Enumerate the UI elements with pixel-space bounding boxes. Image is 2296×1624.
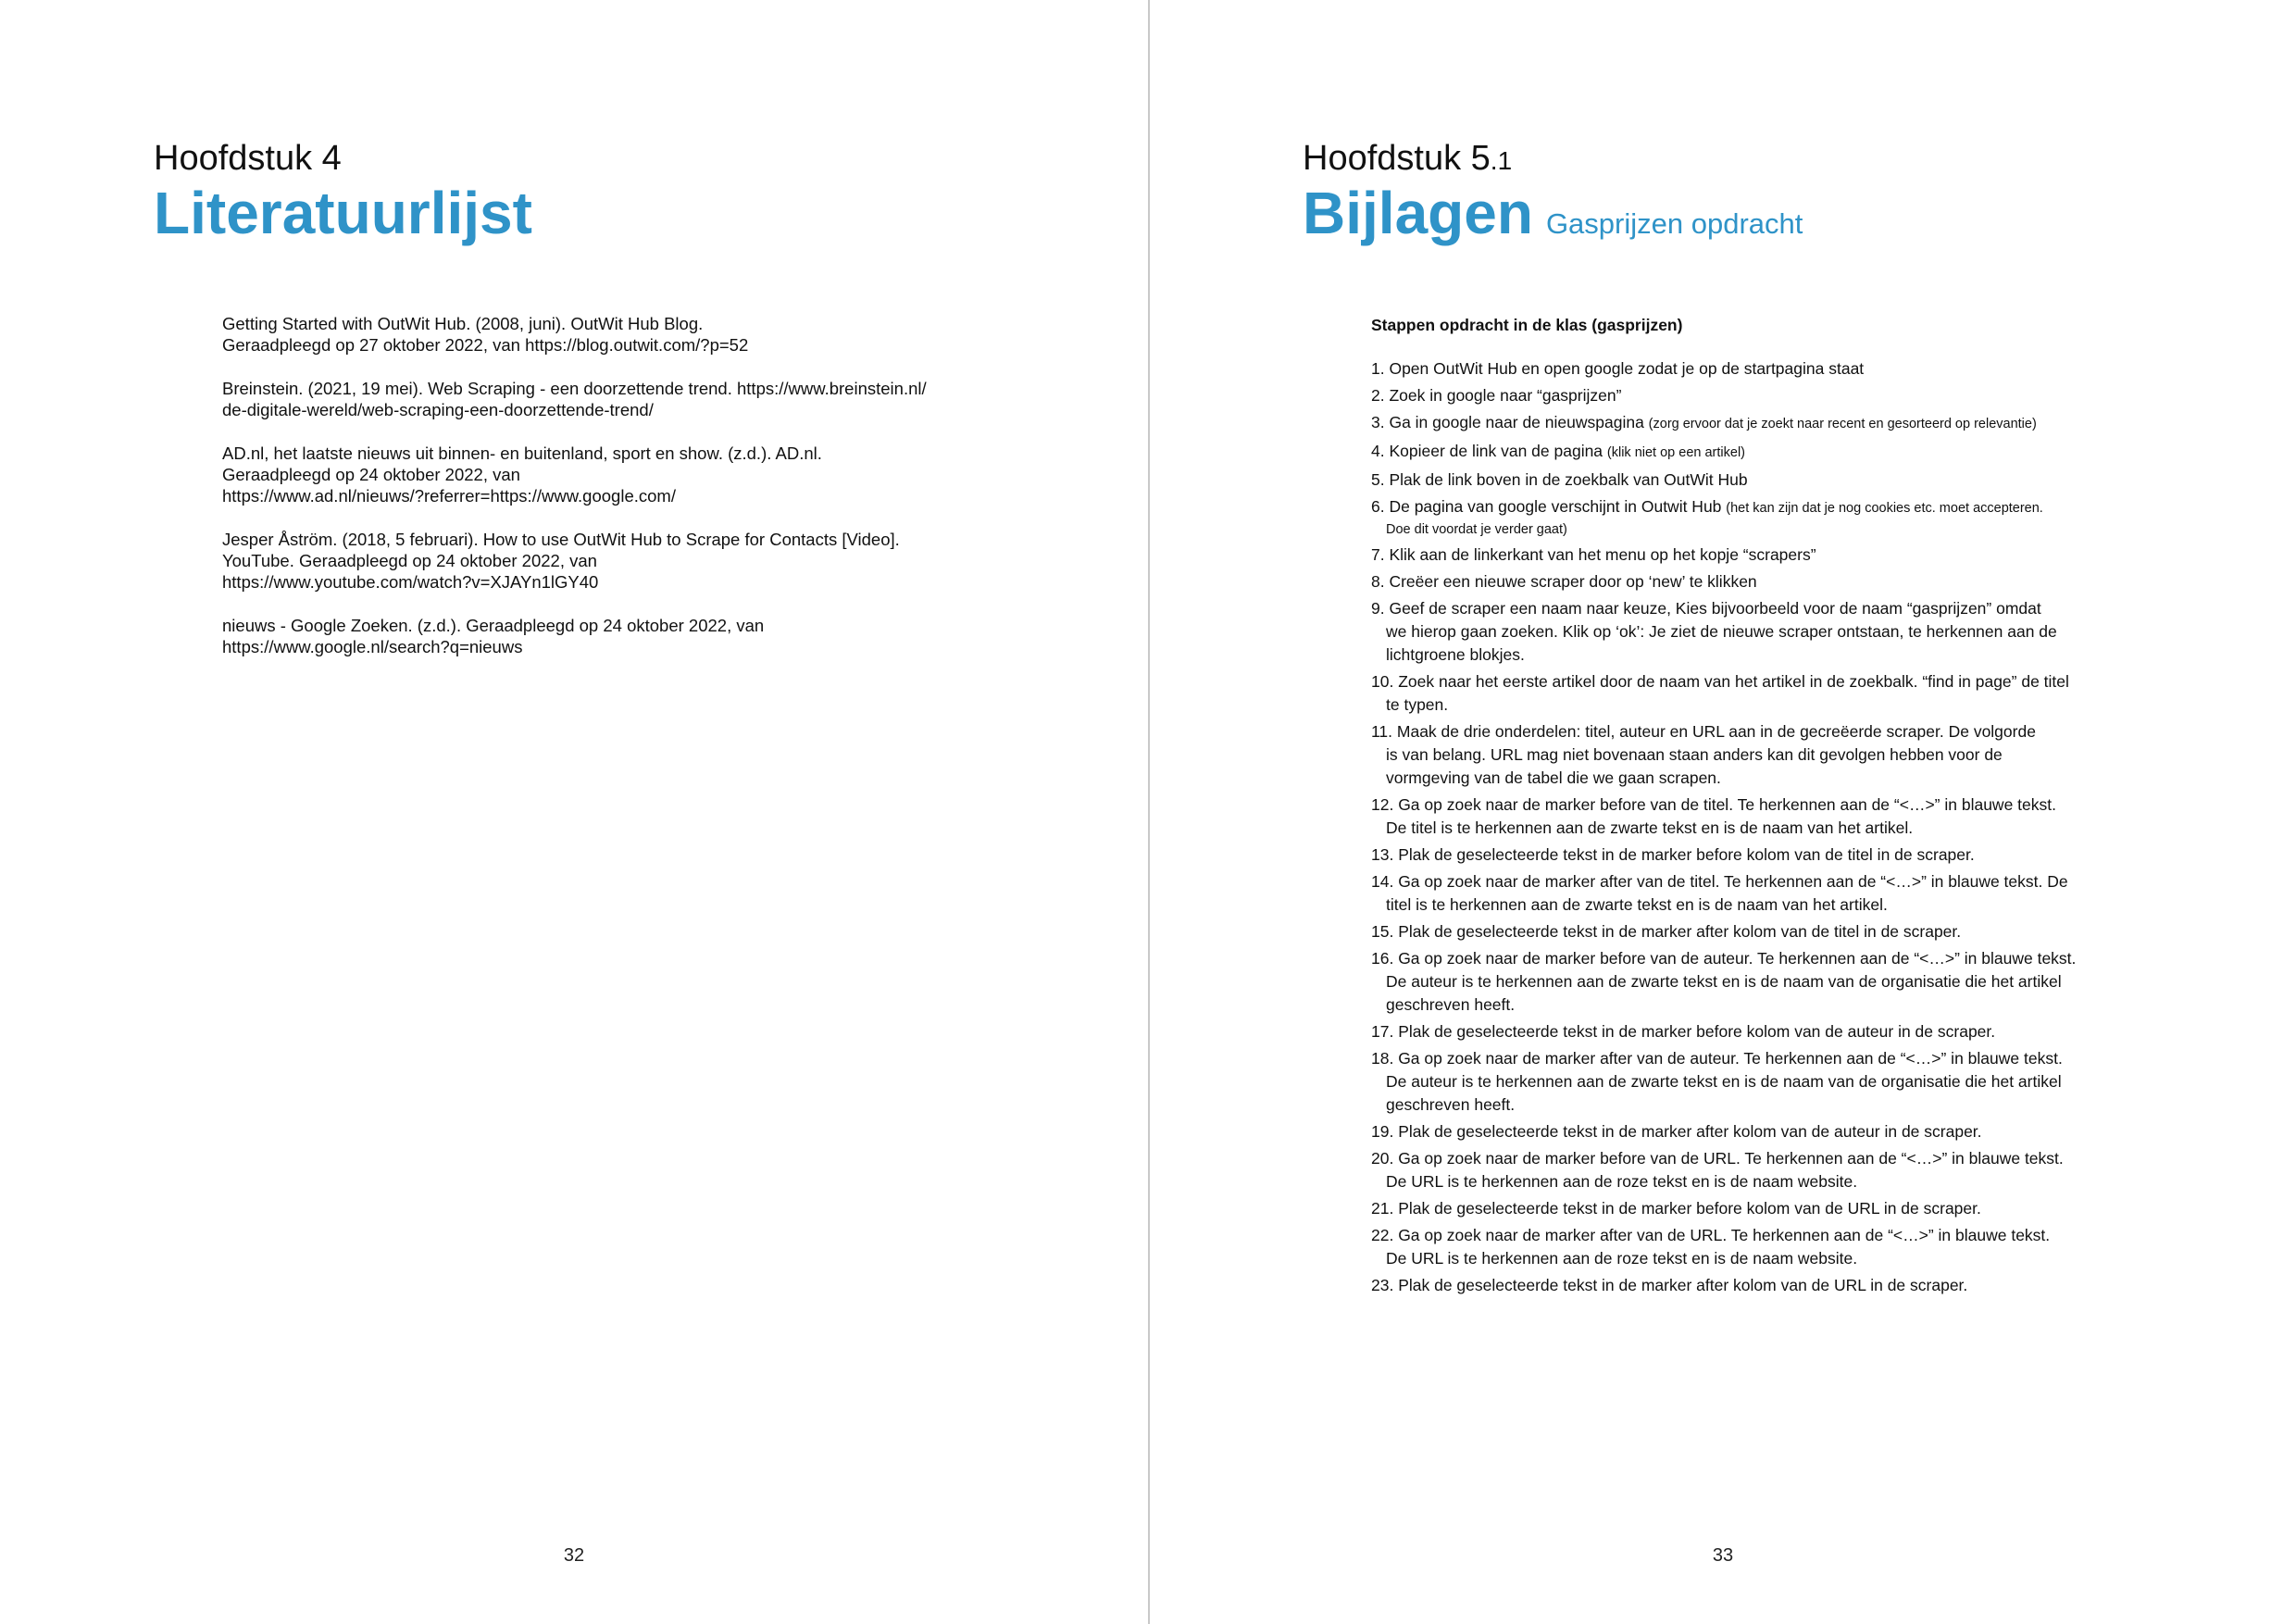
step-item [1371,570,2186,593]
chapter-label: Hoofdstuk 4 [154,139,342,178]
step-item [1371,468,2186,492]
step-line: 18. Ga op zoek naar de marker after van de auteur. Te herkennen aan de “<…>” in blauwe tekst. [1371,1049,2063,1068]
step-item [1371,1197,2186,1220]
reference-line: Breinstein. (2021, 19 mei). Web Scraping - een doorzettende trend. https://www.breinstein.nl/ [222,379,927,398]
reference-line: AD.nl, het laatste nieuws uit binnen- en buitenland, sport en show. (z.d.). AD.nl. [222,443,822,463]
chapter-title-main: Bijlagen [1303,180,1533,246]
step-item [1371,1020,2186,1043]
step-line: 20. Ga op zoek naar de marker before van de URL. Te herkennen aan de “<…>” in blauwe tekst. [1371,1149,2064,1168]
step-line: titel is te herkennen aan de zwarte tekst en is de naam van het artikel. [1386,895,1888,914]
step-item [1371,384,2186,407]
step-item [1371,870,2186,917]
step-note: (zorg ervoor dat je zoekt naar recent en gesorteerd op relevantie) [1648,417,2037,431]
step-line: 5. Plak de link boven in de zoekbalk van OutWit Hub [1371,470,1748,489]
step-line: 11. Maak de drie onderdelen: titel, auteur en URL aan in de gecreëerde scraper. De volgorde [1371,722,2036,741]
reference-line: https://www.ad.nl/nieuws/?referrer=https://www.google.com/ [222,486,676,506]
step-item [1371,1120,2186,1143]
step-line: 16. Ga op zoek naar de marker before van de auteur. Te herkennen aan de “<…>” in blauwe tekst. [1371,949,2077,968]
step-line: 14. Ga op zoek naar de marker after van de titel. Te herkennen aan de “<…>” in blauwe tekst. De [1371,872,2068,891]
reference-line: Getting Started with OutWit Hub. (2008, juni). OutWit Hub Blog. [222,314,704,333]
reference-line: Geraadpleegd op 27 oktober 2022, van https://blog.outwit.com/?p=52 [222,335,749,355]
page-number: 33 [1712,1545,1734,1566]
step-line: 23. Plak de geselecteerde tekst in de marker after kolom van de URL in de scraper. [1371,1276,1968,1294]
reference-line: Geraadpleegd op 24 oktober 2022, van [222,465,520,484]
reference-line: de-digitale-wereld/web-scraping-een-doorzettende-trend/ [222,400,654,419]
step-item [1371,1147,2186,1193]
step-line: 2. Zoek in google naar “gasprijzen” [1371,386,1622,405]
step-note: (klik niet op een artikel) [1606,445,1745,460]
chapter-label-sub: .1 [1490,146,1513,175]
step-item [1371,1274,2186,1297]
step-text: 4. Kopieer de link van de pagina [1371,442,1607,460]
right-page [1149,0,2296,1624]
chapter-label-main: Hoofdstuk 5 [1303,139,1491,178]
step-line: 15. Plak de geselecteerde tekst in de marker after kolom van de titel in de scraper. [1371,922,1962,941]
step-line [1371,411,2186,436]
step-item [1371,495,2186,540]
reference-entry [222,443,1037,506]
step-line: vormgeving van de tabel die we gaan scrapen. [1386,768,1721,787]
reference-line: https://www.google.nl/search?q=nieuws [222,637,523,656]
step-line: 21. Plak de geselecteerde tekst in de marker before kolom van de URL in de scraper. [1371,1199,1981,1218]
step-line: 17. Plak de geselecteerde tekst in de marker before kolom van de auteur in de scraper. [1371,1022,1996,1041]
step-item [1371,670,2186,717]
step-line: 22. Ga op zoek naar de marker after van de URL. Te herkennen aan de “<…>” in blauwe tekst. [1371,1226,2051,1244]
chapter-title: Literatuurlijst [154,180,532,246]
step-line: lichtgroene blokjes. [1386,645,1525,664]
step-line: 12. Ga op zoek naar de marker before van de titel. Te herkennen aan de “<…>” in blauwe tekst. [1371,795,2056,814]
steps-list [1371,357,2186,1301]
page-number: 32 [563,1545,585,1566]
step-item [1371,843,2186,867]
step-line: De titel is te herkennen aan de zwarte tekst en is de naam van het artikel. [1386,818,1914,837]
steps-heading: Stappen opdracht in de klas (gasprijzen) [1371,316,1683,334]
step-item [1371,1224,2186,1270]
step-item [1371,947,2186,1017]
step-line: we hierop gaan zoeken. Klik op ‘ok’: Je ziet de nieuwe scraper ontstaan, te herkennen aan de [1386,622,2057,641]
reference-entry [222,529,1037,593]
step-text: 3. Ga in google naar de nieuwspagina [1371,413,1649,431]
step-item [1371,720,2186,790]
reference-line: Jesper Åström. (2018, 5 februari). How to use OutWit Hub to Scrape for Contacts [Video]. [222,530,900,549]
step-line: 19. Plak de geselecteerde tekst in de marker after kolom van de auteur in de scraper. [1371,1122,1982,1141]
step-item [1371,1047,2186,1117]
step-line: 1. Open OutWit Hub en open google zodat je op de startpagina staat [1371,359,1865,378]
step-item [1371,411,2186,436]
chapter-title [1303,178,1803,259]
step-line: De auteur is te herkennen aan de zwarte tekst en is de naam van de organisatie die het artikel [1386,1072,2062,1091]
step-line: 8. Creëer een nieuwe scraper door op ‘new’ te klikken [1371,572,1757,591]
reference-list [222,313,1037,680]
reference-line: YouTube. Geraadpleegd op 24 oktober 2022, van [222,551,597,570]
step-line: geschreven heeft. [1386,995,1516,1014]
step-text: 6. De pagina van google verschijnt in Outwit Hub [1371,497,1727,516]
step-line: 13. Plak de geselecteerde tekst in de marker before kolom van de titel in de scraper. [1371,845,1975,864]
step-item [1371,357,2186,381]
step-item [1371,597,2186,667]
step-item [1371,793,2186,840]
reference-line: nieuws - Google Zoeken. (z.d.). Geraadpleegd op 24 oktober 2022, van [222,616,765,635]
step-line: 7. Klik aan de linkerkant van het menu op het kopje “scrapers” [1371,545,1816,564]
chapter-subtitle: Gasprijzen opdracht [1545,207,1803,240]
step-note: (het kan zijn dat je nog cookies etc. moet accepteren. [1726,501,2043,516]
step-item [1371,440,2186,465]
step-line [1371,440,2186,465]
step-line: is van belang. URL mag niet bovenaan staan anders kan dit gevolgen hebben voor de [1386,745,2003,764]
step-line: te typen. [1386,695,1449,714]
step-line: 9. Geef de scraper een naam naar keuze, Kies bijvoorbeeld voor de naam “gasprijzen” omdat [1371,599,2041,618]
step-line: 10. Zoek naar het eerste artikel door de naam van het artikel in de zoekbalk. “find in page” de titel [1371,672,2069,691]
step-note-line: Doe dit voordat je verder gaat) [1386,522,1567,537]
reference-entry [222,313,1037,356]
step-item [1371,543,2186,567]
reference-line: https://www.youtube.com/watch?v=XJAYn1lGY40 [222,572,599,592]
step-line: geschreven heeft. [1386,1095,1516,1114]
reference-entry [222,378,1037,420]
step-item [1371,920,2186,943]
step-line: De URL is te herkennen aan de roze tekst en is de naam website. [1386,1172,1858,1191]
reference-entry [222,615,1037,657]
step-line: De URL is te herkennen aan de roze tekst en is de naam website. [1386,1249,1858,1268]
chapter-label [1303,137,1512,182]
step-line: De auteur is te herkennen aan de zwarte tekst en is de naam van de organisatie die het artikel [1386,972,2062,991]
step-line [1371,495,2186,520]
